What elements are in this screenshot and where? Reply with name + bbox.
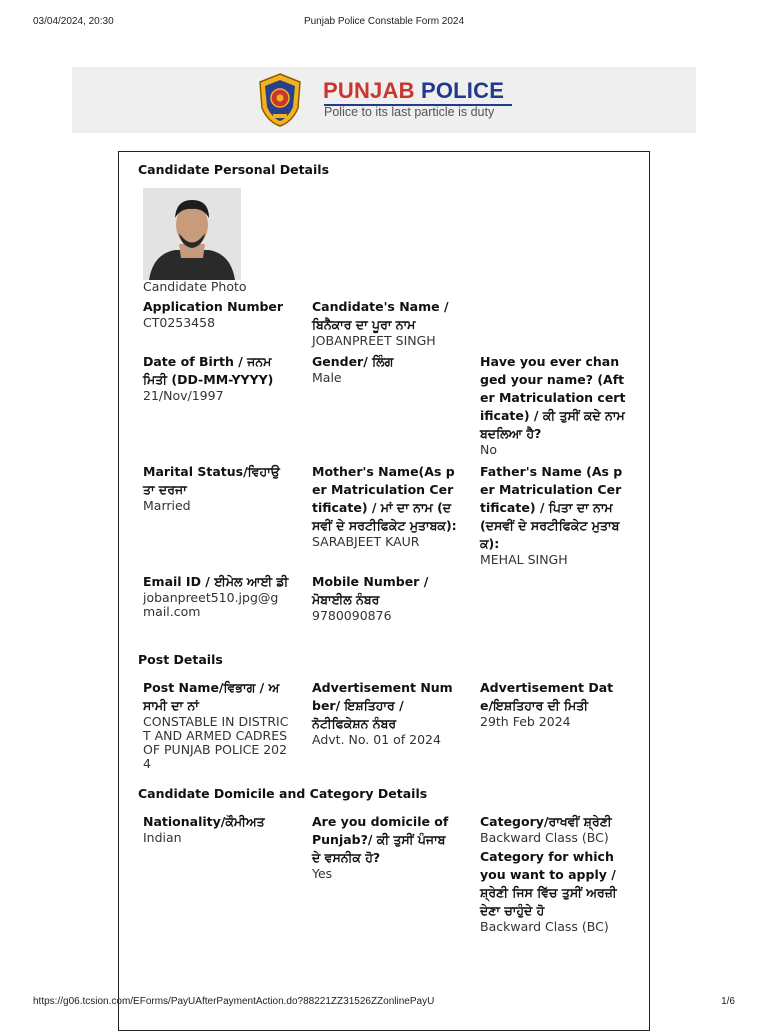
field-post-name: [143, 679, 289, 771]
field-mother-name: [312, 463, 458, 549]
field-value: Married: [143, 498, 191, 513]
field-label: Father's Name (As per Matriculation Certificate) / ਪਿਤਾ ਦਾ ਨਾਮ (ਦਸਵੀਂ ਦੇ ਸਰਟੀਫਿਕੇਟ ਮੁਤਾਬਕ):: [480, 464, 623, 551]
field-value-apply-category: Backward Class (BC): [480, 919, 609, 934]
personal-details-heading: Candidate Personal Details: [138, 162, 330, 177]
field-value: JOBANPREET SINGH: [312, 333, 436, 348]
form-details-box: [118, 151, 650, 1031]
field-value: No: [480, 442, 497, 457]
field-label: Date of Birth / ਜਨਮ ਮਿਤੀ (DD-MM-YYYY): [143, 354, 274, 387]
field-label: Mobile Number / ਮੋਬਾਈਲ ਨੰਬਰ: [312, 574, 429, 607]
field-category: [480, 813, 626, 934]
field-label: Have you ever changed your name? (After Matriculation certificate) / ਕੀ ਤੁਸੀਂ ਕਦੇ ਨਾਮ ਬਦਲਿਆ ਹੈ?: [480, 354, 626, 441]
print-title: Punjab Police Constable Form 2024: [303, 16, 465, 27]
brand-title-punjab: PUNJAB: [323, 78, 415, 103]
domicile-category-heading: Candidate Domicile and Category Details: [138, 786, 428, 801]
field-name-change: [480, 353, 626, 457]
police-badge-icon: [256, 72, 304, 128]
field-gender: [312, 353, 458, 385]
field-domicile: [312, 813, 458, 881]
field-label: Marital Status/ਵਿਹਾਉਤਾ ਦਰਜਾ: [143, 464, 280, 497]
field-value: 29th Feb 2024: [480, 714, 571, 729]
field-label: Gender/ ਲਿੰਗ: [312, 354, 394, 369]
field-value: CONSTABLE IN DISTRICT AND ARMED CADRES OF PUNJAB POLICE 2024: [143, 714, 289, 771]
field-advertisement-date: [480, 679, 626, 729]
field-mobile-number: [312, 573, 458, 623]
field-label: Are you domicile of Punjab?/ ਕੀ ਤੁਸੀਂ ਪੰਜਾਬ ਦੇ ਵਸਨੀਕ ਹੋ?: [312, 814, 449, 865]
field-value: Advt. No. 01 of 2024: [312, 732, 441, 747]
field-value: MEHAL SINGH: [480, 552, 568, 567]
field-label: Category/ਰਾਖਵੀਂ ਸ਼੍ਰੇਣੀ: [480, 814, 612, 829]
post-details-heading: Post Details: [138, 652, 223, 667]
candidate-photo: [143, 188, 241, 280]
print-header: [0, 16, 768, 30]
field-label: Advertisement Date/ਇਸ਼ਤਿਹਾਰ ਦੀ ਮਿਤੀ: [480, 680, 614, 713]
field-nationality: [143, 813, 289, 845]
field-date-of-birth: [143, 353, 289, 403]
field-candidate-name: [312, 298, 458, 348]
field-value: SARABJEET KAUR: [312, 534, 420, 549]
field-father-name: [480, 463, 626, 567]
field-label-apply-category: Category for which you want to apply / ਸ਼੍ਰੇਣੀ ਜਿਸ ਵਿੱਚ ਤੁਸੀਂ ਅਰਜ਼ੀ ਦੇਣਾ ਚਾਹੁੰਦੇ ਹੋ: [480, 849, 617, 918]
person-icon: [143, 188, 241, 280]
field-label: Post Name/ਵਿਭਾਗ / ਅਸਾਮੀ ਦਾ ਨਾਂ: [143, 680, 280, 713]
field-label: Application Number: [143, 299, 284, 314]
field-value: 9780090876: [312, 608, 392, 623]
field-label: Advertisement Number/ ਇਸ਼ਤਿਹਾਰ / ਨੋਟੀਫਿਕੇਸ਼ਨ ਨੰਬਰ: [312, 680, 453, 731]
field-label: Nationality/ਕੌਮੀਅਤ: [143, 814, 265, 829]
print-url: https://g06.tcsion.com/EForms/PayUAfterPaymentAction.do?88221ZZ31526ZZonlinePayU: [33, 996, 435, 1007]
field-value: 21/Nov/1997: [143, 388, 224, 403]
field-value: Indian: [143, 830, 182, 845]
punjab-police-banner: [72, 67, 696, 133]
brand-title-police: POLICE: [420, 78, 505, 103]
print-footer: [0, 996, 768, 1010]
photo-caption: Candidate Photo: [143, 279, 247, 294]
field-value: Backward Class (BC): [480, 830, 609, 845]
field-label: Candidate's Name / ਬਿਨੈਕਾਰ ਦਾ ਪੂਰਾ ਨਾਮ: [312, 299, 449, 332]
field-value: jobanpreet510.jpg@gmail.com: [143, 590, 279, 619]
field-advertisement-number: [312, 679, 458, 747]
field-label: Email ID / ਈਮੇਲ ਆਈ ਡੀ: [143, 574, 289, 589]
field-marital-status: [143, 463, 289, 513]
field-application-number: [143, 298, 289, 330]
print-page-number: 1/6: [721, 996, 735, 1007]
brand-tagline: Police to its last particle is duty: [324, 105, 495, 119]
field-value: CT0253458: [143, 315, 216, 330]
field-email: [143, 573, 289, 619]
field-value: Yes: [312, 866, 333, 881]
field-label: Mother's Name(As per Matriculation Certificate) / ਮਾਂ ਦਾ ਨਾਮ (ਦਸਵੀਂ ਦੇ ਸਰਟੀਫਿਕੇਟ ਮੁਤਾਬਕ):: [312, 464, 457, 533]
print-datetime: 03/04/2024, 20:30: [33, 16, 114, 27]
brand-title: [323, 78, 504, 104]
field-value: Male: [312, 370, 342, 385]
